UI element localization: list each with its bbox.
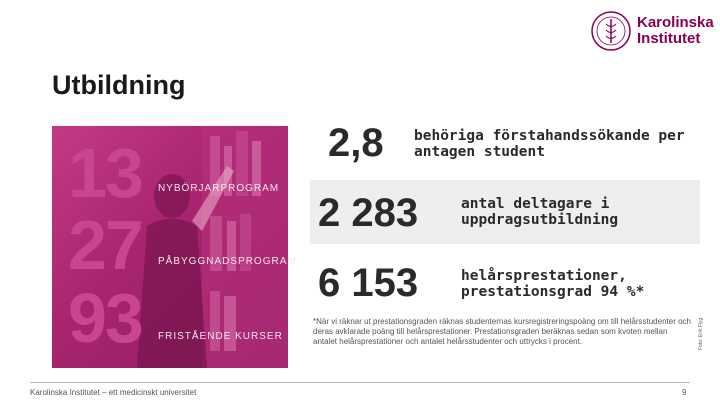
stat-value-contract-education: 2 283 <box>318 191 419 235</box>
logo-line-2: Institutet <box>637 30 701 47</box>
footer-divider <box>30 382 690 383</box>
ki-logo <box>590 10 714 60</box>
program-label-pabyggnad: PÅBYGGNADSPROGRAM <box>158 256 297 267</box>
stat-value-full-year: 6 153 <box>318 261 419 305</box>
program-count-pabyggnad: 27 <box>68 206 142 284</box>
stat-desc-full-year: helårsprestationer, prestationsgrad 94 %* <box>461 268 645 300</box>
stat-desc-applicants: behöriga förstahandssökande per antagen student <box>414 128 685 160</box>
page-title: Utbildning <box>52 70 186 100</box>
ki-seal-icon <box>590 10 632 52</box>
photo-credit: Foto: Erik Flyg <box>698 317 704 350</box>
stat-desc-contract-education: antal deltagare i uppdragsutbildning <box>461 196 619 228</box>
logo-line-1: Karolinska <box>637 14 714 31</box>
logo-wordmark <box>637 15 714 47</box>
program-count-fristaende: 93 <box>68 279 142 357</box>
program-label-nyborjar: NYBÖRJARPROGRAM <box>158 183 280 194</box>
stat-value-applicants: 2,8 <box>328 121 384 165</box>
program-label-fristaende: FRISTÅENDE KURSER <box>158 331 283 342</box>
program-count-nyborjar: 13 <box>68 134 142 212</box>
footnote: *När vi räknar ut prestationsgraden räknas studenternas kursregistreringspoäng om till helårsstudenter och deras avklarade poäng till helårsprestationer. Prestationsgraden beräknas sedan som kvoten mellan antalet helårsprestationer och antalet helårsstudenter och uttrycks i procent. <box>313 317 691 346</box>
page-number: 9 <box>682 388 687 397</box>
footer-text: Karolinska Institutet – ett medicinskt universitet <box>30 388 197 397</box>
